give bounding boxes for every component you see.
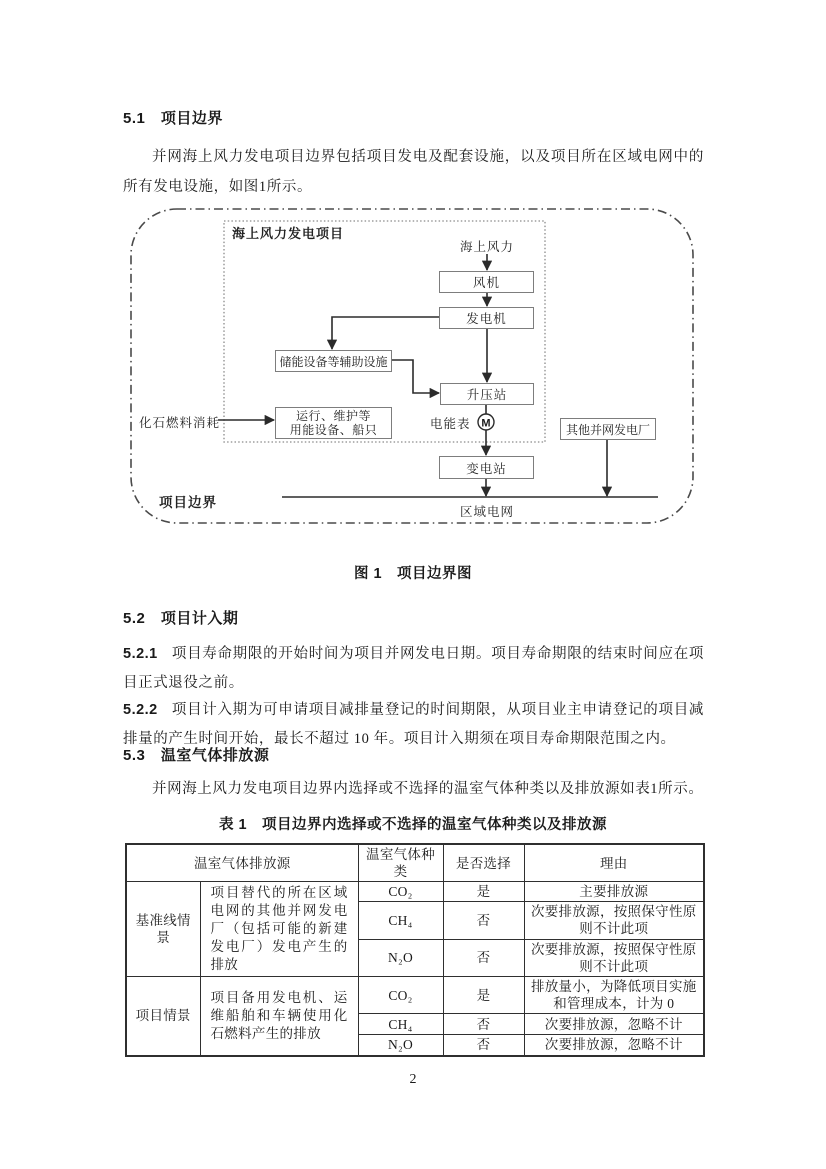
gas-cell: CO₂ <box>358 882 443 902</box>
header-selected: 是否选择 <box>443 844 524 882</box>
section-5-3-paragraph: 并网海上风力发电项目边界内选择或不选择的温室气体种类以及排放源如表1所示。 <box>152 781 704 797</box>
gas-cell: CO₂ <box>358 977 443 1014</box>
table-1-caption: 表 1 项目边界内选择或不选择的温室气体种类以及排放源 <box>218 817 608 833</box>
clause-5-2-1-number: 5.2.1 <box>123 646 158 662</box>
section-5-1-heading: 5.1 项目边界 <box>123 110 223 127</box>
figure-line-layer <box>0 200 826 540</box>
reason-cell: 次要排放源，忽略不计 <box>524 1035 704 1056</box>
table-row <box>126 977 704 1014</box>
ghg-sources-table <box>125 843 705 1057</box>
turbine-box: 风机 <box>439 271 534 293</box>
reason-cell: 主要排放源 <box>524 882 704 902</box>
baseline-description-cell: 项目替代的所在区域电网的其他并网发电厂（包括可能的新建发电厂）发电产生的排放 <box>200 882 358 977</box>
boundary-label: 项目边界 <box>159 495 217 510</box>
section-5-3-heading: 5.3 温室气体排放源 <box>123 747 270 764</box>
reason-cell: 次要排放源，按照保守性原则不计此项 <box>524 902 704 939</box>
header-reason: 理由 <box>524 844 704 882</box>
reason-cell: 次要排放源，忽略不计 <box>524 1014 704 1035</box>
selected-cell: 否 <box>443 1035 524 1056</box>
clause-5-2-2-number: 5.2.2 <box>123 702 158 718</box>
clause-5-2-2-text: 项目计入期为可申请项目减排量登记的时间期限，从项目业主申请登记的项目减排量的产生时间开始，最长不超过 10 年。项目计入期须在项目寿命期限范围之内。 <box>123 702 704 747</box>
gas-cell: N₂O <box>358 939 443 976</box>
section-5-1-paragraph: 并网海上风力发电项目边界包括项目发电及配套设施，以及项目所在区域电网中的所有发电设施，如图1所示。 <box>123 149 704 195</box>
selected-cell: 否 <box>443 1014 524 1035</box>
section-5-2-heading: 5.2 项目计入期 <box>123 610 239 627</box>
fossil-fuel-label: 化石燃料消耗 <box>139 416 221 430</box>
operation-equipment-box <box>275 407 392 439</box>
project-boundary-outline <box>131 209 693 523</box>
selected-cell: 否 <box>443 902 524 939</box>
booster-station-box: 升压站 <box>440 383 534 405</box>
wind-project-title: 海上风力发电项目 <box>232 226 345 241</box>
operation-equipment-line2: 用能设备、船只 <box>289 423 378 437</box>
reason-cell: 排放量小，为降低项目实施和管理成本，计为 0 <box>524 977 704 1014</box>
regional-grid-label: 区域电网 <box>459 505 514 519</box>
baseline-scenario-cell: 基准线情景 <box>126 882 200 977</box>
table-header-row <box>126 844 704 882</box>
clause-5-2-1-text: 项目寿命期限的开始时间为项目并网发电日期。项目寿命期限的结束时间应在项目正式退役之前。 <box>123 646 704 691</box>
gas-cell: N₂O <box>358 1035 443 1056</box>
table-row <box>126 882 704 902</box>
header-gas-type: 温室气体种类 <box>358 844 443 882</box>
header-emission-source: 温室气体排放源 <box>126 844 358 882</box>
arrow-storage-to-booster <box>390 360 439 393</box>
meter-m-glyph: M <box>481 417 491 430</box>
page-number: 2 <box>409 1072 417 1087</box>
clause-5-2-1 <box>123 640 704 698</box>
figure-1-caption: 图 1 项目边界图 <box>353 566 473 582</box>
project-boundary-figure <box>0 200 826 540</box>
storage-box: 储能设备等辅助设施 <box>275 350 392 372</box>
project-description-cell: 项目备用发电机、运维船舶和车辆使用化石燃料产生的排放 <box>200 977 358 1056</box>
wind-source-label: 海上风力 <box>459 240 514 254</box>
selected-cell: 是 <box>443 977 524 1014</box>
selected-cell: 否 <box>443 939 524 976</box>
gas-cell: CH₄ <box>358 902 443 939</box>
substation-box: 变电站 <box>439 456 534 479</box>
gas-cell: CH₄ <box>358 1014 443 1035</box>
operation-equipment-line1: 运行、维护等 <box>295 409 371 423</box>
meter-label: 电能表 <box>430 417 471 431</box>
selected-cell: 是 <box>443 882 524 902</box>
project-scenario-cell: 项目情景 <box>126 977 200 1056</box>
arrow-generator-to-storage <box>332 317 439 349</box>
generator-box: 发电机 <box>439 307 534 329</box>
other-plants-box: 其他并网发电厂 <box>560 418 656 440</box>
reason-cell: 次要排放源，按照保守性原则不计此项 <box>524 939 704 976</box>
